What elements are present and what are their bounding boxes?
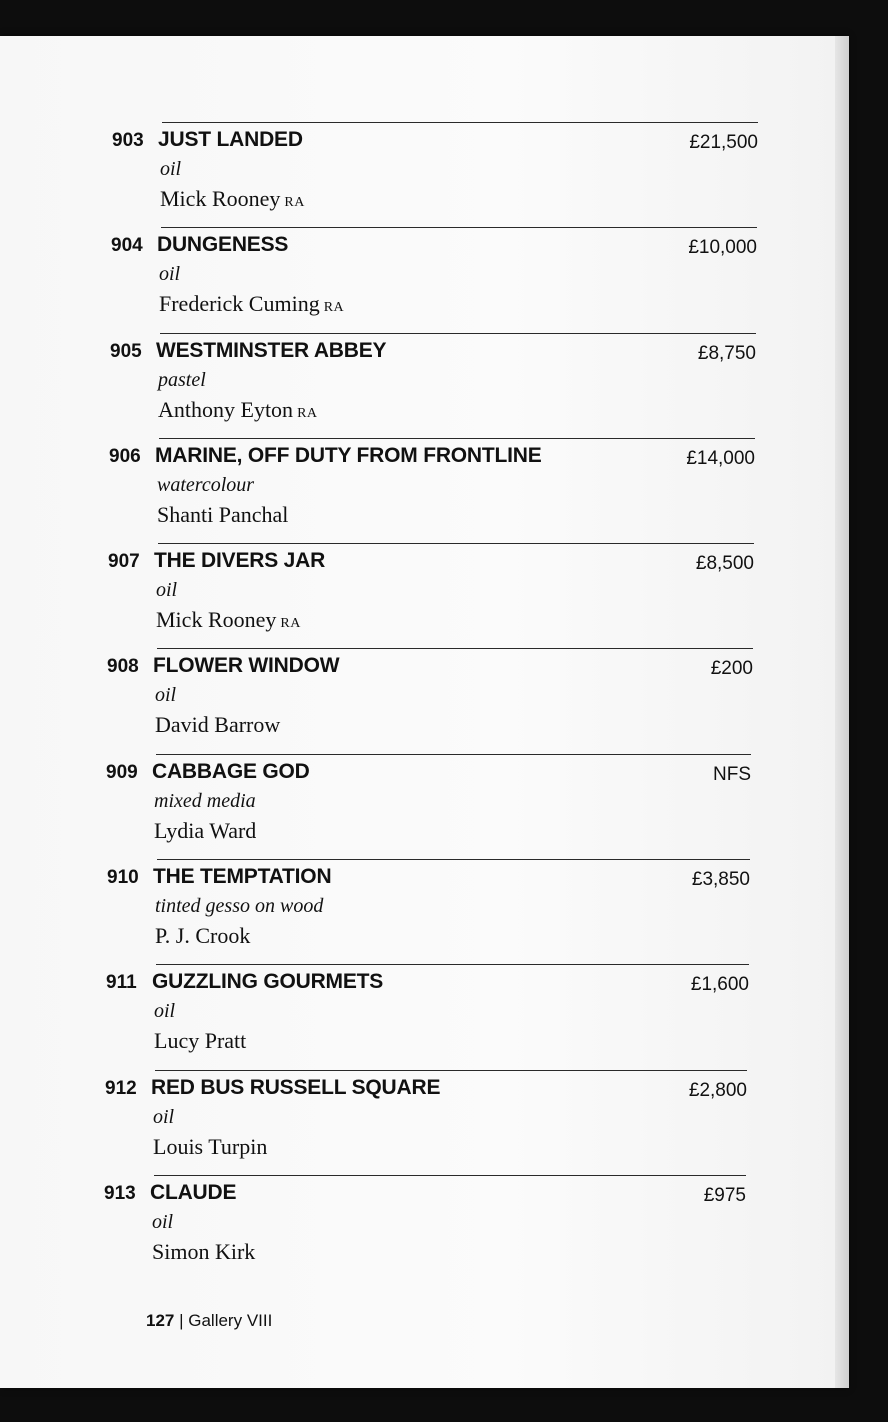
entry-medium: oil — [156, 579, 178, 601]
entry-title: GUZZLING GOURMETS — [152, 970, 384, 993]
entry-rule — [157, 859, 750, 860]
artist-name: P. J. Crook — [155, 923, 251, 948]
catalogue-entry — [109, 438, 755, 543]
entry-rule — [156, 964, 749, 965]
entry-medium: oil — [159, 263, 181, 285]
entry-rule — [157, 648, 753, 649]
entry-artist — [158, 397, 318, 423]
entry-title: CABBAGE GOD — [152, 760, 310, 783]
entry-number: 910 — [107, 867, 139, 888]
entry-artist — [154, 1028, 250, 1054]
artist-name: Lydia Ward — [154, 818, 257, 843]
catalogue-entry — [105, 1070, 747, 1175]
catalogue-entry — [107, 859, 750, 964]
entry-title: THE TEMPTATION — [153, 865, 332, 888]
entry-artist — [159, 291, 344, 317]
catalogue-entry — [111, 227, 757, 332]
entry-price: £975 — [703, 1185, 746, 1206]
entry-number: 906 — [109, 446, 141, 467]
entry-rule — [158, 543, 754, 544]
entry-number: 913 — [104, 1183, 136, 1204]
artist-name: David Barrow — [155, 712, 281, 737]
page-edge — [835, 36, 849, 1388]
entry-price: £3,850 — [691, 869, 750, 890]
entry-rule — [160, 333, 756, 334]
entry-rule — [155, 1070, 747, 1071]
catalogue-entry — [104, 1175, 746, 1280]
entry-price: NFS — [713, 764, 751, 785]
artist-suffix: RA — [280, 616, 301, 631]
artist-suffix: RA — [323, 300, 345, 315]
entry-rule — [162, 122, 758, 123]
entry-rule — [161, 227, 757, 228]
entry-number: 903 — [112, 130, 144, 151]
entry-rule — [159, 438, 755, 439]
artist-suffix: RA — [297, 406, 318, 421]
entry-artist — [160, 186, 305, 212]
entry-number: 904 — [111, 235, 143, 256]
entry-title: DUNGENESS — [157, 233, 289, 256]
entry-title: RED BUS RUSSELL SQUARE — [151, 1076, 441, 1099]
entry-artist — [155, 923, 254, 949]
page-footer — [146, 1311, 272, 1331]
entry-artist — [152, 1239, 259, 1265]
entry-title: WESTMINSTER ABBEY — [156, 339, 387, 362]
catalogue-entry — [108, 543, 754, 648]
entry-medium: tinted gesso on wood — [155, 895, 324, 917]
artist-name: Frederick Cuming — [159, 291, 320, 316]
entry-title: FLOWER WINDOW — [153, 654, 340, 677]
entry-number: 911 — [106, 972, 137, 993]
entry-price: £14,000 — [686, 448, 755, 469]
entry-number: 912 — [105, 1078, 137, 1099]
catalogue-entry — [107, 648, 753, 753]
entry-artist — [155, 712, 284, 738]
artist-name: Mick Rooney — [156, 607, 277, 632]
page-number: 127 — [146, 1311, 175, 1330]
entry-artist — [157, 502, 292, 528]
entry-number: 905 — [110, 341, 142, 362]
entry-medium: oil — [153, 1106, 175, 1128]
entry-medium: watercolour — [157, 474, 255, 496]
entry-price: £200 — [710, 658, 753, 679]
entry-medium: mixed media — [154, 790, 256, 812]
entry-number: 908 — [107, 656, 139, 677]
artist-name: Louis Turpin — [153, 1134, 268, 1159]
entry-artist — [153, 1134, 271, 1160]
catalogue-entry — [106, 754, 751, 859]
entry-price: £10,000 — [688, 237, 757, 258]
entry-price: £8,750 — [697, 343, 756, 364]
catalogue-entry — [112, 122, 758, 227]
entry-title: MARINE, OFF DUTY FROM FRONTLINE — [155, 444, 542, 467]
entry-price: £2,800 — [688, 1080, 747, 1101]
entry-artist — [154, 818, 260, 844]
artist-name: Anthony Eyton — [158, 397, 294, 422]
entry-medium: pastel — [158, 369, 206, 391]
entry-number: 907 — [108, 551, 140, 572]
entry-title: THE DIVERS JAR — [154, 549, 326, 572]
catalogue-entry — [106, 964, 749, 1069]
artist-name: Simon Kirk — [152, 1239, 256, 1264]
entry-rule — [154, 1175, 746, 1176]
catalogue-entry — [110, 333, 756, 438]
entry-price: £8,500 — [695, 553, 754, 574]
entry-artist — [156, 607, 301, 633]
entry-title: JUST LANDED — [158, 128, 303, 151]
entry-medium: oil — [155, 684, 177, 706]
entry-title: CLAUDE — [150, 1181, 237, 1204]
artist-name: Lucy Pratt — [154, 1028, 247, 1053]
entry-price: £21,500 — [689, 132, 758, 153]
footer-separator: | — [174, 1311, 189, 1330]
entry-rule — [156, 754, 751, 755]
entry-medium: oil — [154, 1000, 176, 1022]
entry-price: £1,600 — [690, 974, 749, 995]
section-name: Gallery VIII — [188, 1311, 273, 1330]
artist-suffix: RA — [284, 195, 305, 210]
entry-medium: oil — [152, 1211, 174, 1233]
entry-medium: oil — [160, 158, 182, 180]
artist-name: Shanti Panchal — [157, 502, 289, 527]
artist-name: Mick Rooney — [160, 186, 281, 211]
entry-number: 909 — [106, 762, 138, 783]
